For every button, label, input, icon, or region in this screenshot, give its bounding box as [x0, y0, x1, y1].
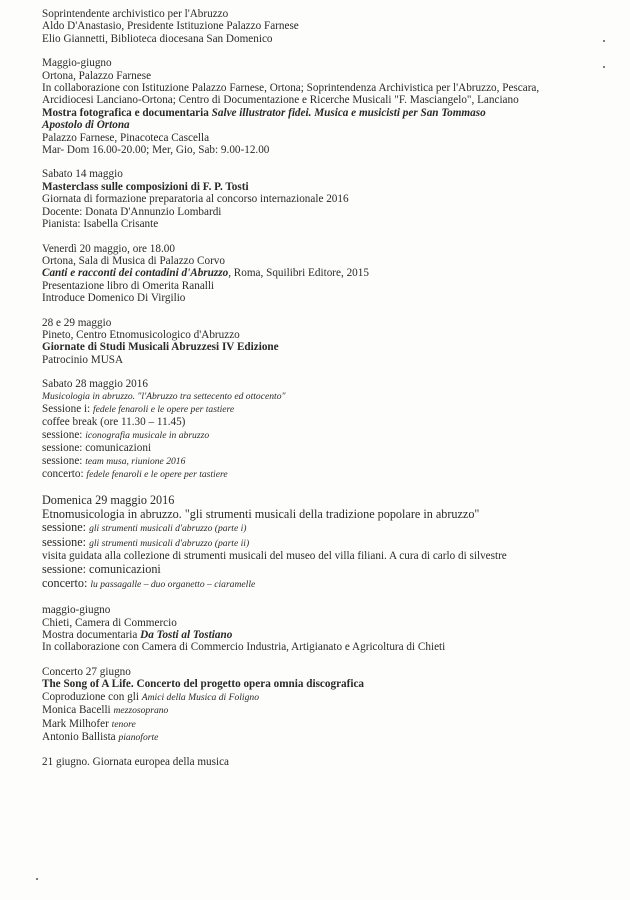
event-pianist: Pianista: Isabella Crisante — [42, 218, 159, 231]
event-introduction: Introduce Domenico Di Virgilio — [42, 292, 186, 305]
document-page — [42, 8, 602, 769]
program-session-3: sessione: comunicazioni — [42, 442, 152, 455]
event-title — [42, 629, 602, 641]
event-date: Venerdì 20 maggio, ore 18.00 — [42, 242, 175, 255]
session-topic: team musa, riunione 2016 — [85, 455, 186, 467]
event-collaboration: In collaborazione con Camera di Commercio Industria, Artigianato e Agricoltura di Chieti — [42, 641, 446, 654]
event-masterclass — [42, 168, 602, 230]
event-theme: Musicologia in abruzzo. "l'Abruzzo tra settecento ed ottocento" — [42, 390, 286, 402]
performer-2 — [42, 718, 602, 731]
event-saturday-program — [42, 378, 602, 481]
program-session-4 — [42, 455, 602, 468]
performer-name: Antonio Ballista — [42, 730, 119, 743]
event-title-italic: Da Tosti al Tostiano — [140, 629, 233, 642]
event-coproduction — [42, 691, 602, 704]
event-venue: Palazzo Farnese, Pinacoteca Cascella — [42, 131, 210, 144]
event-concert-song-of-a-life — [42, 666, 602, 744]
program-session-2 — [42, 536, 602, 550]
event-title: The Song of A Life. Concerto del progetto opera omnia discografica — [42, 678, 365, 691]
event-date: Maggio-giugno — [42, 57, 112, 70]
scan-speck — [603, 66, 605, 68]
header-line-1: Soprintendente archivistico per l'Abruzzo — [42, 8, 229, 20]
event-date: Domenica 29 maggio 2016 — [42, 493, 175, 508]
event-sunday-program — [42, 494, 602, 591]
event-description: Giornata di formazione preparatoria al concorso internazionale 2016 — [42, 193, 349, 206]
event-title: Giornate di Studi Musicali Abruzzesi IV Edizione — [42, 341, 279, 354]
concert-topic: lu passagalle – duo organetto – ciaramelle — [90, 578, 256, 590]
performer-name: Monica Bacelli — [42, 704, 114, 717]
event-title-italic-1: Salve illustrator fidei. Musica e musicisti per San Tommaso — [211, 106, 486, 119]
performer-role: mezzosoprano — [113, 705, 169, 717]
session-topic: iconografia musicale in abruzzo — [85, 429, 210, 441]
program-session-2 — [42, 429, 602, 442]
performer-role: tenore — [111, 718, 136, 730]
event-mostra-tosti — [42, 604, 602, 654]
event-title-plain: Mostra documentaria — [42, 629, 141, 642]
event-title-bold: Mostra fotografica e documentaria — [42, 106, 212, 119]
session-topic: fedele fenaroli e le opere per tastiere — [92, 403, 235, 415]
session-label: sessione: — [42, 520, 90, 535]
event-title — [42, 267, 602, 279]
performer-3 — [42, 731, 602, 744]
session-topic: gli strumenti musicali d'abruzzo (parte i) — [89, 523, 247, 535]
event-hours: Mar- Dom 16.00-20.00; Mer, Gio, Sab: 9.00-12.00 — [42, 144, 270, 157]
event-patronage: Patrocinio MUSA — [42, 353, 124, 366]
event-mostra-fotografica — [42, 57, 602, 156]
event-title: Masterclass sulle composizioni di F. P. Tosti — [42, 180, 249, 193]
event-date: maggio-giugno — [42, 604, 111, 617]
concert-label: concerto: — [42, 468, 87, 480]
scan-speck — [603, 40, 605, 42]
header-line-2: Aldo D'Anastasio, Presidente Istituzione Palazzo Farnese — [42, 20, 299, 33]
event-title-italic: Canti e racconti dei contadini d'Abruzzo — [42, 267, 229, 280]
performer-role: pianoforte — [118, 731, 159, 743]
footer-line: 21 giugno. Giornata europea della musica — [42, 756, 230, 769]
concert-topic: fedele fenaroli e le opere per tastiere — [86, 469, 228, 480]
program-concert — [42, 577, 602, 591]
session-label: sessione: — [42, 454, 86, 467]
session-label: sessione: — [42, 534, 90, 549]
event-place: Pineto, Centro Etnomusicologico d'Abruzzo — [42, 328, 240, 341]
header-block — [42, 8, 602, 45]
event-place: Chieti, Camera di Commercio — [42, 616, 177, 629]
coproduction-label: Coproduzione con gli — [42, 690, 142, 703]
program-session-3: sessione: comunicazioni — [42, 562, 161, 577]
program-concert — [42, 468, 602, 481]
session-label: sessione: — [42, 428, 86, 441]
program-session-1 — [42, 521, 602, 535]
event-title — [42, 107, 602, 119]
event-teacher: Docente: Donata D'Annunzio Lombardi — [42, 205, 222, 218]
event-title-italic-2: Apostolo di Ortona — [42, 119, 130, 132]
session-topic: gli strumenti musicali d'abruzzo (parte ii) — [89, 537, 250, 549]
header-line-3: Elio Giannetti, Biblioteca diocesana San Domenico — [42, 32, 273, 45]
event-collaboration-line-2: Arcidiocesi Lanciano-Ortona; Centro di Documentazione e Ricerche Musicali "F. Masciangelo", Lanciano — [42, 94, 519, 107]
session-label: Sessione i: — [42, 402, 93, 415]
program-coffee-break: coffee break (ore 11.30 – 11.45) — [42, 416, 186, 429]
performer-1 — [42, 704, 602, 717]
event-book-presentation — [42, 243, 602, 305]
event-date: Sabato 14 maggio — [42, 168, 123, 181]
event-theme: Etnomusicologia in abruzzo. "gli strumenti musicali della tradizione popolare in abruzzo" — [42, 506, 480, 521]
event-presentation: Presentazione libro di Omerita Ranalli — [42, 279, 215, 292]
event-giornate-studi — [42, 317, 602, 367]
event-date: Concerto 27 giugno — [42, 665, 131, 678]
event-place: Ortona, Palazzo Farnese — [42, 69, 152, 82]
event-date: 28 e 29 maggio — [42, 316, 112, 329]
event-place: Ortona, Sala di Musica di Palazzo Corvo — [42, 254, 225, 267]
program-session-1 — [42, 403, 602, 416]
performer-name: Mark Milhofer — [42, 717, 112, 730]
coproduction-partner: Amici della Musica di Foligno — [141, 691, 259, 703]
event-title-rest: , Roma, Squilibri Editore, 2015 — [228, 267, 369, 280]
event-date: Sabato 28 maggio 2016 — [42, 378, 148, 391]
scan-speck — [36, 878, 38, 880]
event-collaboration-line-1: In collaborazione con Istituzione Palazzo Farnese, Ortona; Soprintendenza Archivistica per l'Abruzzo, Pescara, — [42, 82, 540, 95]
concert-label: concerto: — [42, 575, 91, 590]
program-guided-visit: visita guidata alla collezione di strumenti musicali del museo del villa filiani. A cura di carlo di silvestre — [42, 550, 507, 563]
